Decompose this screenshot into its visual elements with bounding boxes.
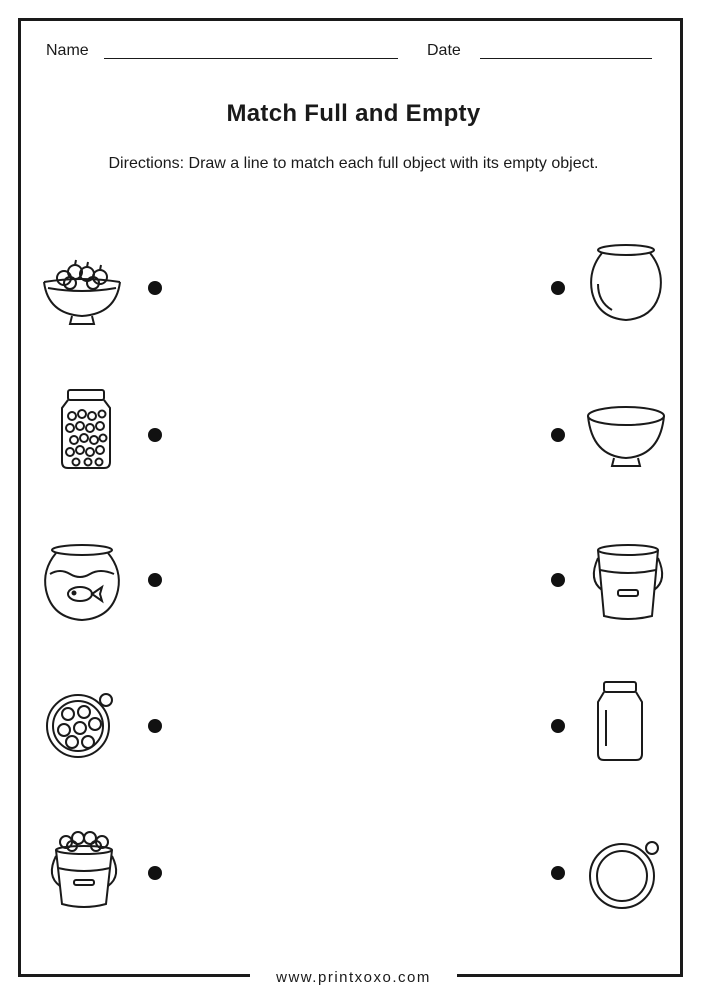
name-label: Name bbox=[46, 42, 89, 59]
empty-bowl-icon bbox=[584, 396, 668, 480]
fishbowl-with-fish-icon bbox=[40, 540, 124, 624]
name-line[interactable] bbox=[104, 58, 398, 59]
empty-fishbowl-icon bbox=[584, 240, 668, 324]
jar-of-marbles-icon bbox=[44, 388, 128, 472]
right-dot-5[interactable] bbox=[551, 866, 565, 880]
page-title: Match Full and Empty bbox=[226, 100, 481, 127]
date-line[interactable] bbox=[480, 58, 652, 59]
right-dot-2[interactable] bbox=[551, 428, 565, 442]
pan-of-cookies-icon bbox=[40, 686, 124, 770]
date-label: Date bbox=[427, 42, 461, 59]
left-dot-3[interactable] bbox=[148, 573, 162, 587]
empty-jar-icon bbox=[578, 680, 662, 764]
directions-text: Directions: Draw a line to match each full object with its empty object. bbox=[108, 155, 599, 172]
bowl-of-apples-icon bbox=[40, 248, 124, 332]
left-dot-2[interactable] bbox=[148, 428, 162, 442]
left-dot-4[interactable] bbox=[148, 719, 162, 733]
footer-url: www.printxoxo.com bbox=[250, 967, 457, 989]
right-dot-4[interactable] bbox=[551, 719, 565, 733]
right-dot-1[interactable] bbox=[551, 281, 565, 295]
left-dot-1[interactable] bbox=[148, 281, 162, 295]
empty-bucket-icon bbox=[586, 540, 670, 624]
bucket-of-balls-icon bbox=[42, 826, 126, 910]
right-dot-3[interactable] bbox=[551, 573, 565, 587]
left-dot-5[interactable] bbox=[148, 866, 162, 880]
empty-pan-icon bbox=[584, 834, 668, 918]
